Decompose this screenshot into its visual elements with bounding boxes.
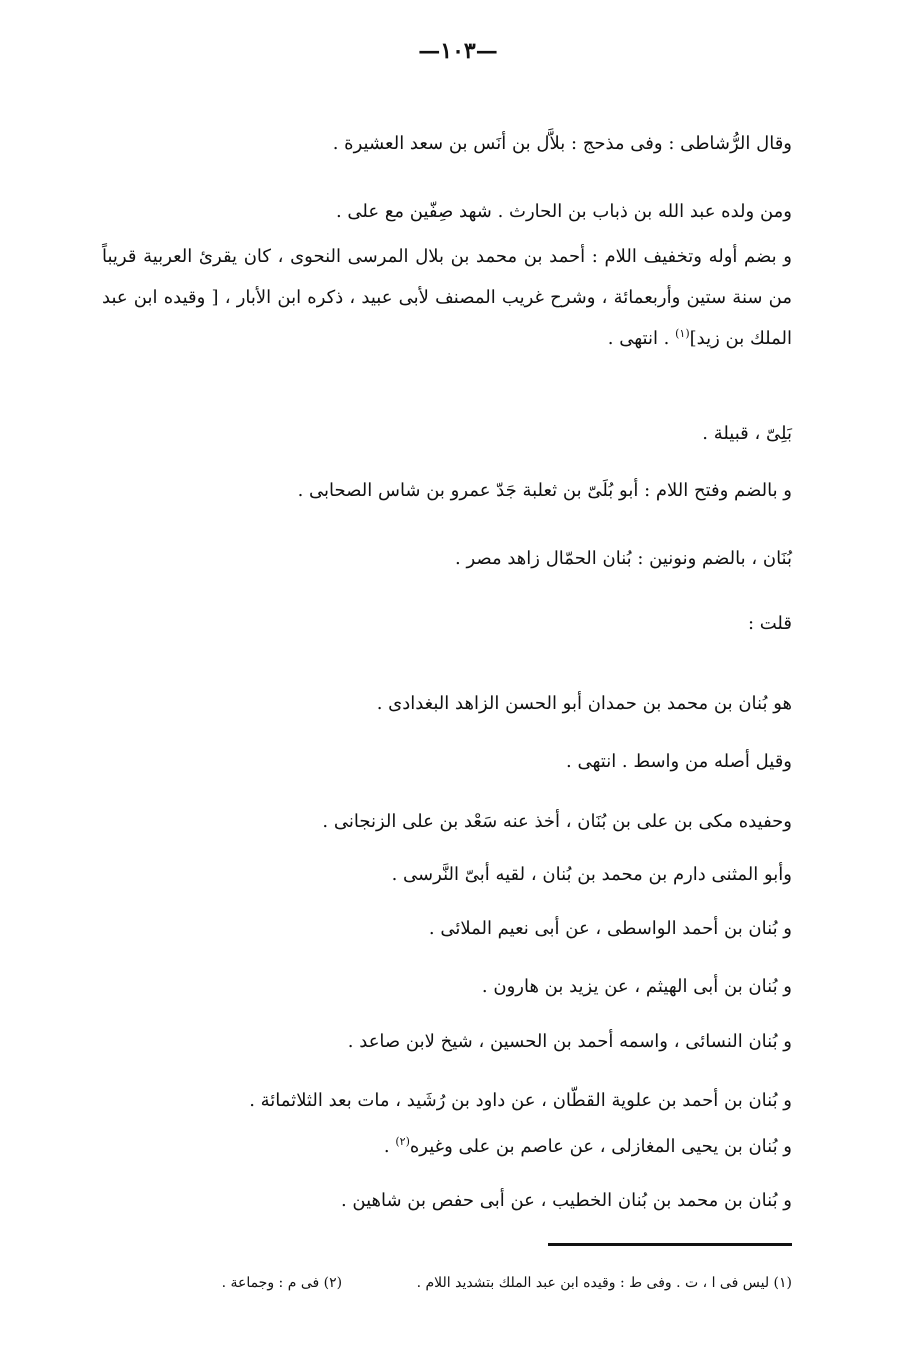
text-line-13: و بُنان النسائى ، واسمه أحمد بن الحسين ، شيخ لابن صاعد . (347, 1031, 792, 1052)
footnote-separator (548, 1243, 792, 1246)
text-line-qultu: قلت : (747, 613, 792, 634)
footnote-1: (١) ليس فى ا ، ت . وفى ط : وقيده ابن عبد الملك بتشديد اللام . (416, 1275, 792, 1291)
footnote-marker-1: (١) (675, 327, 690, 340)
text-line-10: وأبو المثنى دارم بن محمد بن بُنان ، لقيه أبىّ النَّرسى . (391, 864, 792, 885)
text-line-11: و بُنان بن أحمد الواسطى ، عن أبى نعيم الملائى . (428, 918, 792, 939)
paragraph-ibn-bilal (102, 236, 792, 359)
text-line-2: ومن ولده عبد الله بن ذباب بن الحارث . شهد صِفّين مع على . (335, 201, 792, 222)
text-line-8: وقيل أصله من واسط . انتهى . (566, 751, 792, 772)
text-line-1: وقال الرُّشاطى : وفى مذحج : بلاَّل بن أنَس بن سعد العشيرة . (332, 133, 792, 154)
page-number: —١٠٣— (418, 38, 498, 64)
entry-bali: بَلِىّ ، قبيلة . (702, 423, 792, 444)
paragraph-ibn-bilal-tail: . انتهى . (607, 328, 676, 349)
entry-bunan: بُنَان ، بالضم ونونين : بُنان الحمّال زاهد مصر . (455, 548, 792, 569)
footnote-2: (٢) فى م : وجماعة . (221, 1275, 343, 1291)
text-line-15 (384, 1133, 792, 1161)
footnotes (102, 1272, 792, 1294)
footnote-marker-2: (٢) (395, 1135, 410, 1148)
text-line-bulay: و بالضم وفتح اللام : أبو بُلَىّ بن ثعلبة جَدّ عمرو بن شاس الصحابى . (297, 480, 792, 501)
paragraph-ibn-bilal-text: و بضم أوله وتخفيف اللام : أحمد بن محمد بن بلال المرسى النحوى ، كان يقرئ العربية قريباً من سنة ستين وأربعمائة ، وشرح غريب المصنف لأبى عبيد ، ذكره ابن الأبار ، [ وقيده ابن عبد الملك بن زيد] (102, 246, 792, 349)
text-line-12: و بُنان بن أبى الهيثم ، عن يزيد بن هارون . (481, 976, 792, 997)
text-line-14: و بُنان بن أحمد بن علوية القطّان ، عن داود بن رُشَيد ، مات بعد الثلاثمائة . (249, 1090, 792, 1111)
text-line-16: و بُنان بن محمد بن بُنان الخطيب ، عن أبى حفص بن شاهين . (340, 1190, 792, 1211)
text-line-15-text: و بُنان بن يحيى المغازلى ، عن عاصم بن على وغيره (409, 1136, 792, 1157)
text-line-7: هو بُنان بن محمد بن حمدان أبو الحسن الزاهد البغدادى . (376, 693, 792, 714)
text-line-15-tail: . (383, 1136, 396, 1157)
text-line-9: وحفيده مكى بن على بن بُنَان ، أخذ عنه سَعْد بن على الزنجانى . (322, 811, 792, 832)
